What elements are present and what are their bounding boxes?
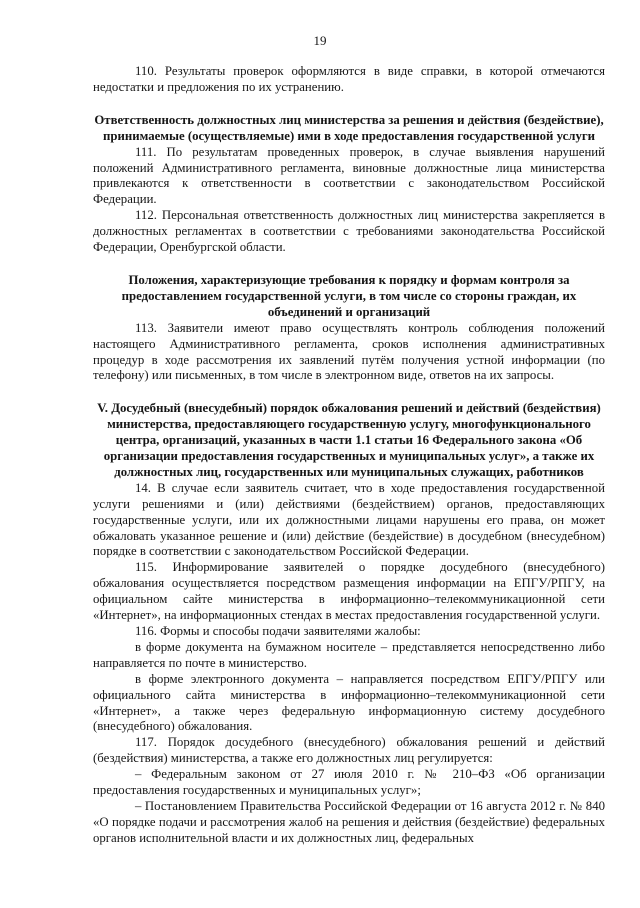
page-number: 19 — [313, 33, 327, 48]
paragraph-110: 110. Результаты проверок оформляются в виде справки, в которой отмечаются недостатки и предложения по их устранению. — [93, 64, 605, 94]
heading-responsibility: Ответственность должностных лиц министерства за решения и действия (бездействие), принимаемые (осуществляемые) ими в ходе предоставления государственной услуги — [94, 112, 604, 143]
paragraph-111: 111. По результатам проведенных проверок, в случае выявления нарушений положений Административного регламента, виновные должностные лица министерства привлекаются к ответственности в соответствии с законодательством Российской Федерации. — [93, 144, 605, 207]
paragraph-114: 14. В случае если заявитель считает, что в ходе предоставления государственной услуги решениями и (или) действиями (бездействием) органов, предоставляющих государственные услуги, или их должностными лицами нарушены его права, он может обжаловать указанное решение и (или) действие (бездействие) в досудебном (внесудебном) порядке в соответствии с законодательством Российской Федерации. — [93, 480, 605, 559]
paragraph-paper-form: в форме документа на бумажном носителе – представляется непосредственно либо направляется по почте в министерство. — [93, 639, 605, 670]
list-item-government-decree: – Постановлением Правительства Российской Федерации от 16 августа 2012 г. № 840 «О порядке подачи и рассмотрения жалоб на решения и действия (бездействие) федеральных органов исполнительной власти и их должностных лиц, федеральных — [93, 798, 605, 845]
paragraph-116: 116. Формы и способы подачи заявителями жалобы: — [135, 624, 421, 638]
heading-control-requirements: Положения, характеризующие требования к порядку и формам контроля за предоставлением государственной услуги, в том числе со стороны граждан, их объединений и организаций — [121, 272, 577, 319]
paragraph-electronic-form: в форме электронного документа – направляется посредством ЕПГУ/РПГУ или официального сайта министерства в информационно–телекоммуникационной сети «Интернет», а также через федеральную информационную систему досудебного (внесудебного) обжалования. — [93, 671, 605, 734]
paragraph-112: 112. Персональная ответственность должностных лиц министерства закрепляется в должностных регламентах в соответствии с требованиями законодательства Российской Федерации, Оренбургской области. — [93, 208, 605, 255]
heading-section-v: V. Досудебный (внесудебный) порядок обжалования решений и действий (бездействия) министерства, предоставляющего государственную услугу, многофункционального центра, организаций, указанных в части 1.1 статьи 16 Федерального закона «Об организации предоставления государственных и муниципальных услуг», а также их должностных лиц, государственных или муниципальных служащих, работников — [97, 401, 601, 479]
list-item-federal-law: – Федеральным законом от 27 июля 2010 г. № 210–ФЗ «Об организации предоставления государственных и муниципальных услуг»; — [93, 767, 605, 798]
document-body — [93, 64, 605, 847]
paragraph-117: 117. Порядок досудебного (внесудебного) обжалования решений и действий (бездействия) министерства, а также его должностных лиц регулируется: — [93, 735, 605, 766]
paragraph-113: 113. Заявители имеют право осуществлять контроль соблюдения положений настоящего Административного регламента, сроков исполнения административных процедур в ходе рассмотрения их заявлений путём получения устной информации (по телефону) или письменных, в том числе в электронном виде, ответов на их запросы. — [93, 320, 605, 383]
paragraph-115: 115. Информирование заявителей о порядке досудебного (внесудебного) обжалования осуществляется посредством размещения информации на ЕПГУ/РПГУ, на официальном сайте министерства в информационно–телекоммуникационной сети «Интернет», на информационных стендах в местах предоставления государственной услуги. — [93, 560, 605, 623]
